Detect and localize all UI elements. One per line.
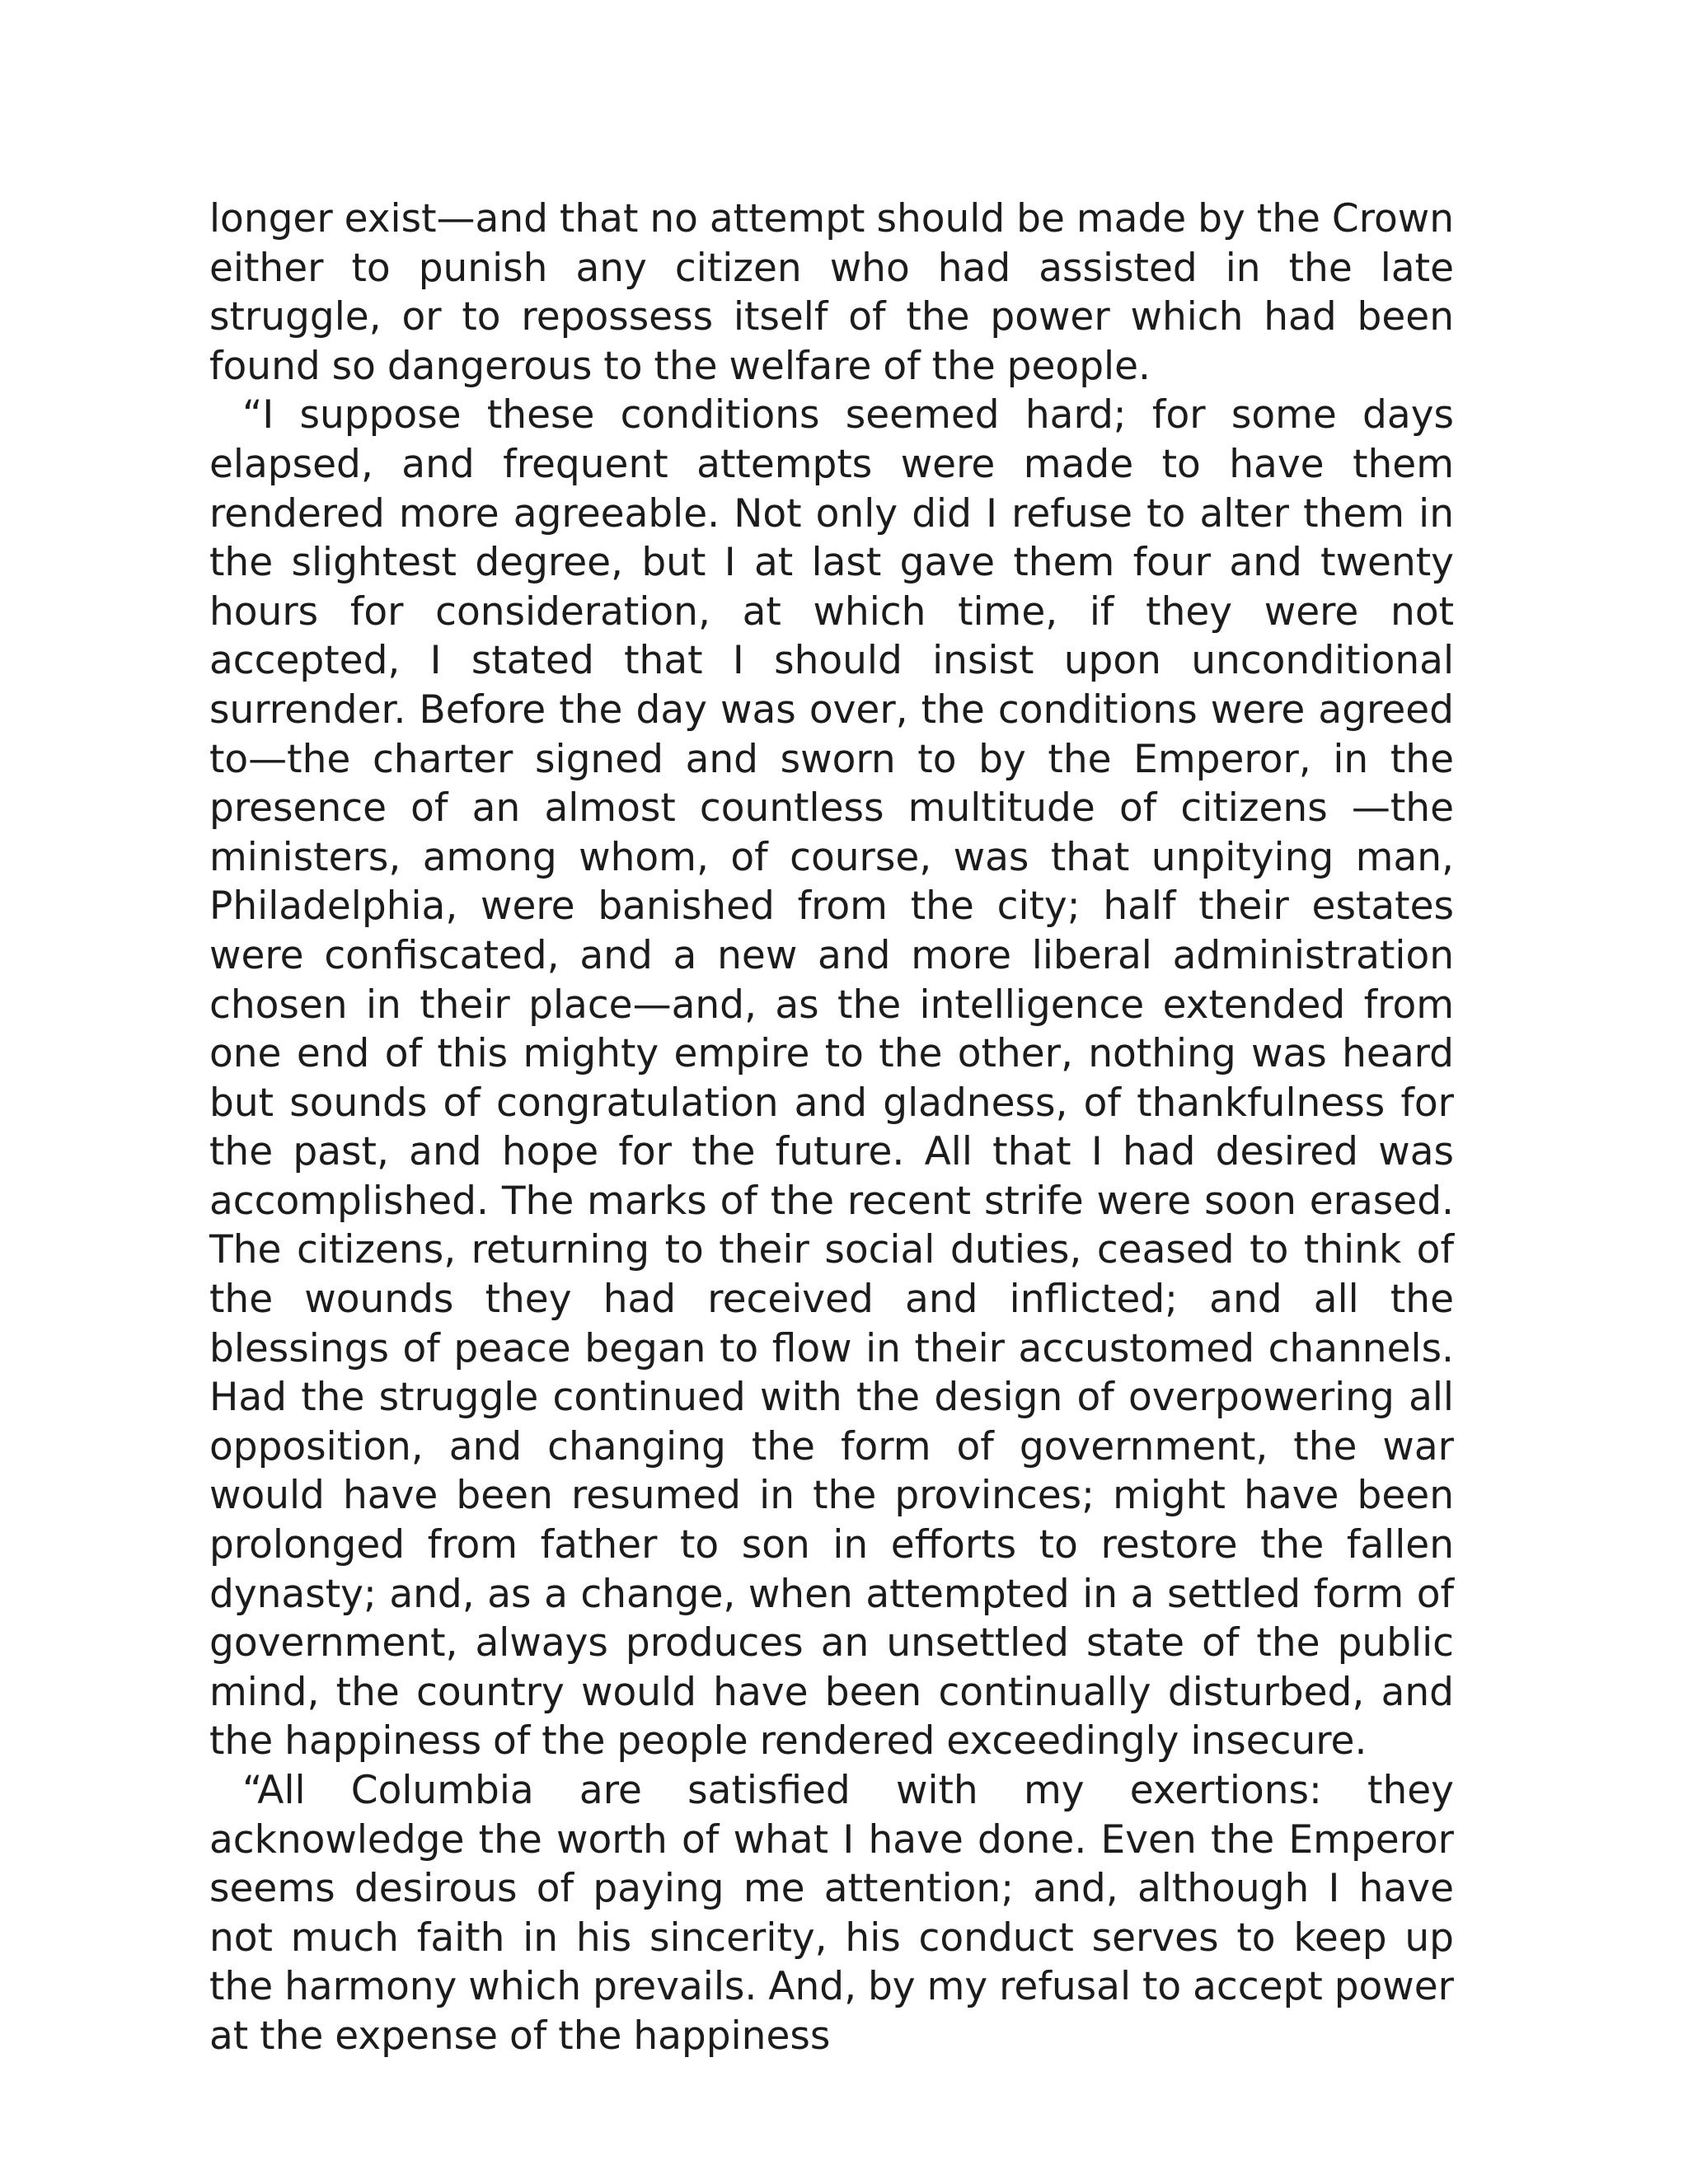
paragraph-3: “All Columbia are satisfied with my exertions: they acknowledge the worth of what I have done. Even the Emperor seems desirous of paying me attention; and, although I have not much faith in his sincerity, his conduct serves to keep up the harmony which prevails. And, by my refusal to accept power at the expense of the happiness [209, 1768, 1454, 2059]
paragraph-1: longer exist—and that no attempt should be made by the Crown either to punish any citizen who had assisted in the late struggle, or to repossess itself of the power which had been found so dangerous to the welfare of the people. [209, 196, 1454, 389]
page-body [209, 194, 1454, 2061]
paragraph-2: “I suppose these conditions seemed hard; for some days elapsed, and frequent attempts were made to have them rendered more agreeable. Not only did I refuse to alter them in the slightest degree, but I at last gave them four and twenty hours for consideration, at which time, if they were not accepted, I stated that I should insist upon unconditional surrender. Before the day was over, the conditions were agreed to—the charter signed and sworn to by the Emperor, in the presence of an almost countless multitude of citizens —the ministers, among whom, of course, was that unpitying man, Philadelphia, were banished from the city; half their estates were confiscated, and a new and more liberal administration chosen in their place—and, as the intelligence extended from one end of this mighty empire to the other, nothing was heard but sounds of congratulation and gladness, of thankfulness for the past, and hope for the future. All that I had desired was accomplished. The marks of the recent strife were soon erased. The citizens, returning to their social duties, ceased to think of the wounds they had received and inflicted; and all the blessings of peace began to flow in their accustomed channels. Had the struggle continued with the design of overpowering all opposition, and changing the form of government, the war would have been resumed in the provinces; might have been prolonged from father to son in efforts to restore the fallen dynasty; and, as a change, when attempted in a settled form of government, always produces an unsettled state of the public mind, the country would have been continually disturbed, and the happiness of the people rendered exceedingly insecure. [209, 392, 1454, 1765]
